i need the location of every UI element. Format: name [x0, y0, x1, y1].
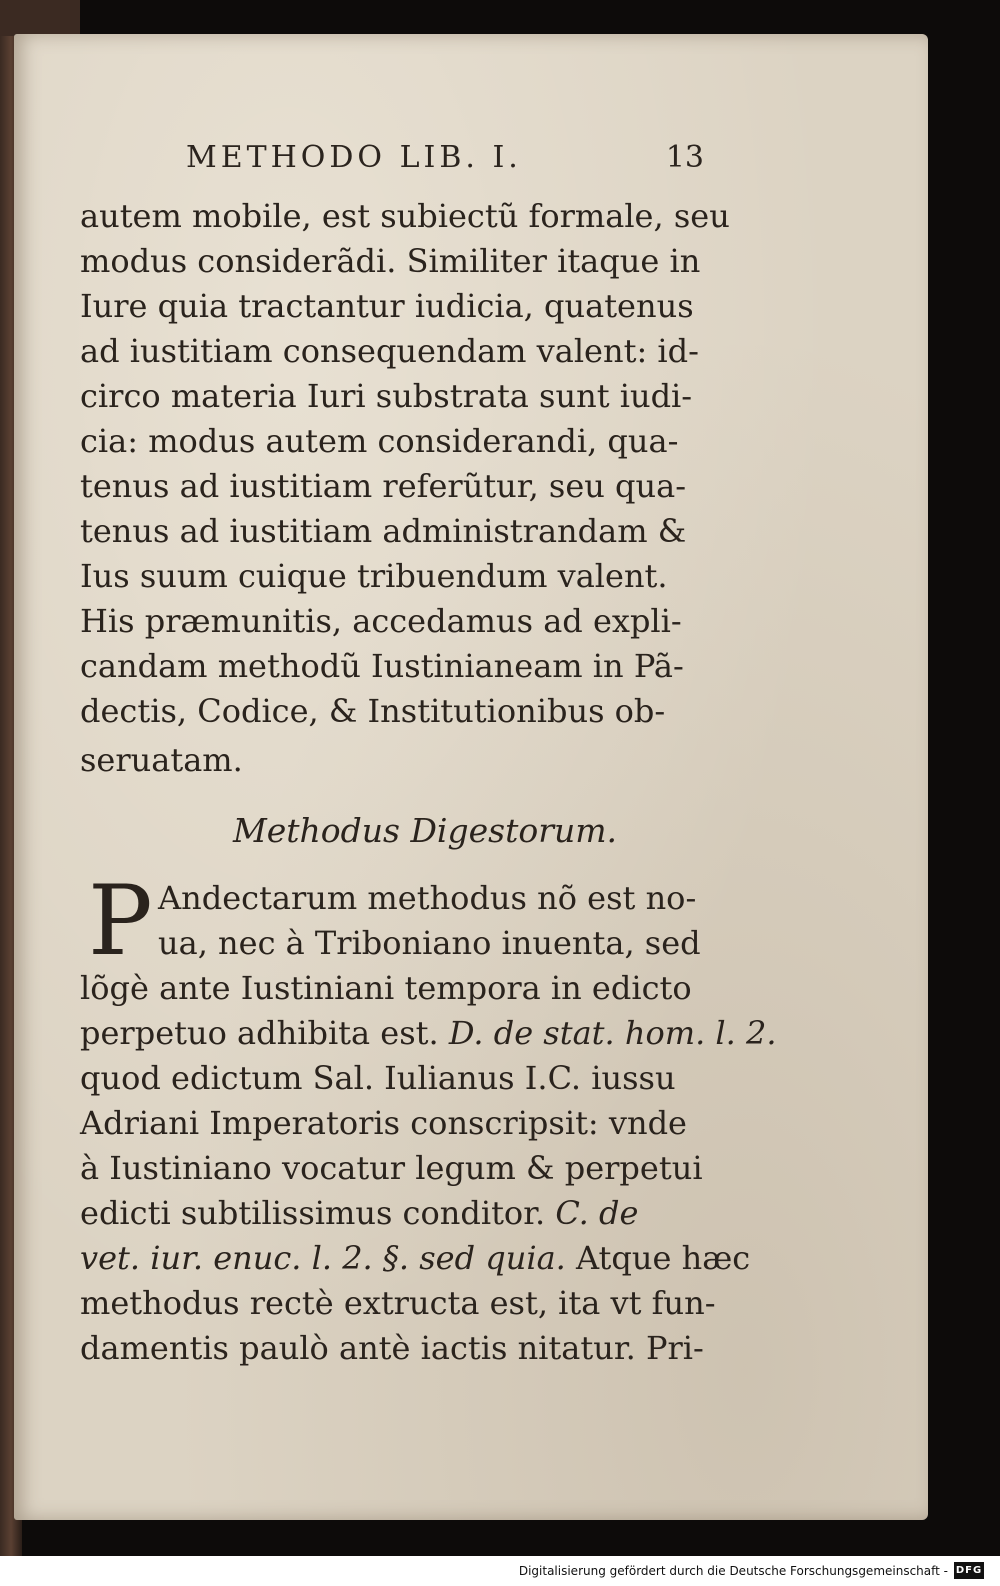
text-line: quod edictum Sal. Iulianus I.C. iussu	[80, 1059, 676, 1097]
text-line	[80, 1191, 730, 1236]
text-line: ua, nec à Triboniano inuenta, sed	[158, 924, 701, 962]
text-line: candam methodũ Iustinianeam in Pã-	[80, 647, 684, 685]
text-line: tenus ad iustitiam administrandam &	[80, 512, 687, 550]
text-line: autem mobile, est subiectũ formale, seu	[80, 197, 730, 235]
text-line	[80, 1011, 777, 1056]
legal-citation: vet. iur. enuc. l. 2. §. sed quia.	[80, 1239, 566, 1277]
running-title: METHODO LIB. I.	[186, 140, 522, 175]
text-line: Andectarum methodus nõ est no-	[158, 879, 697, 917]
text-segment: perpetuo adhibita est.	[80, 1014, 449, 1052]
text-segment: Atque hæc	[565, 1239, 751, 1277]
text-line: modus considerãdi. Similiter itaque in	[80, 242, 701, 280]
text-line: ad iustitiam consequendam valent: id-	[80, 332, 699, 370]
funding-note: Digitalisierung gefördert durch die Deutsche Forschungsgemeinschaft -	[518, 1564, 948, 1578]
legal-citation: D. de stat. hom. l. 2.	[448, 1014, 777, 1052]
text-line: Adriani Imperatoris conscripsit: vnde	[80, 1104, 687, 1142]
text-line: His præmunitis, accedamus ad expli-	[80, 602, 682, 640]
drop-cap: P	[88, 865, 153, 977]
book-spine-corner	[0, 0, 80, 36]
page-header	[174, 134, 714, 184]
drop-cap-paragraph-start	[80, 865, 730, 977]
text-line: methodus rectè extructa est, ita vt fun-	[80, 1284, 716, 1322]
text-line: Ius suum cuique tribuendum valent.	[80, 557, 668, 595]
body-text	[80, 194, 777, 1371]
section-heading: Methodus Digestorum.	[232, 811, 618, 850]
text-line	[80, 1236, 751, 1281]
text-line: Iure quia tractantur iudicia, quatenus	[80, 287, 694, 325]
text-line: seruatam.	[80, 741, 243, 779]
page-number: 13	[665, 140, 704, 175]
digitization-footer	[0, 1556, 1000, 1586]
text-segment: edicti subtilissimus conditor.	[80, 1194, 556, 1232]
dfg-logo: DFG	[954, 1562, 984, 1579]
text-line: tenus ad iustitiam referũtur, seu qua-	[80, 467, 687, 505]
text-line: à Iustiniano vocatur legum & perpetui	[80, 1149, 703, 1187]
text-line: dectis, Codice, & Institutionibus ob-	[80, 692, 666, 730]
legal-citation: C. de	[555, 1194, 639, 1232]
text-line: damentis paulò antè iactis nitatur. Pri-	[80, 1329, 704, 1367]
text-line: circo materia Iuri substrata sunt iudi-	[80, 377, 693, 415]
book-page	[14, 34, 928, 1520]
text-line: lõgè ante Iustiniani tempora in edicto	[80, 969, 692, 1007]
text-line: cia: modus autem considerandi, qua-	[80, 422, 679, 460]
